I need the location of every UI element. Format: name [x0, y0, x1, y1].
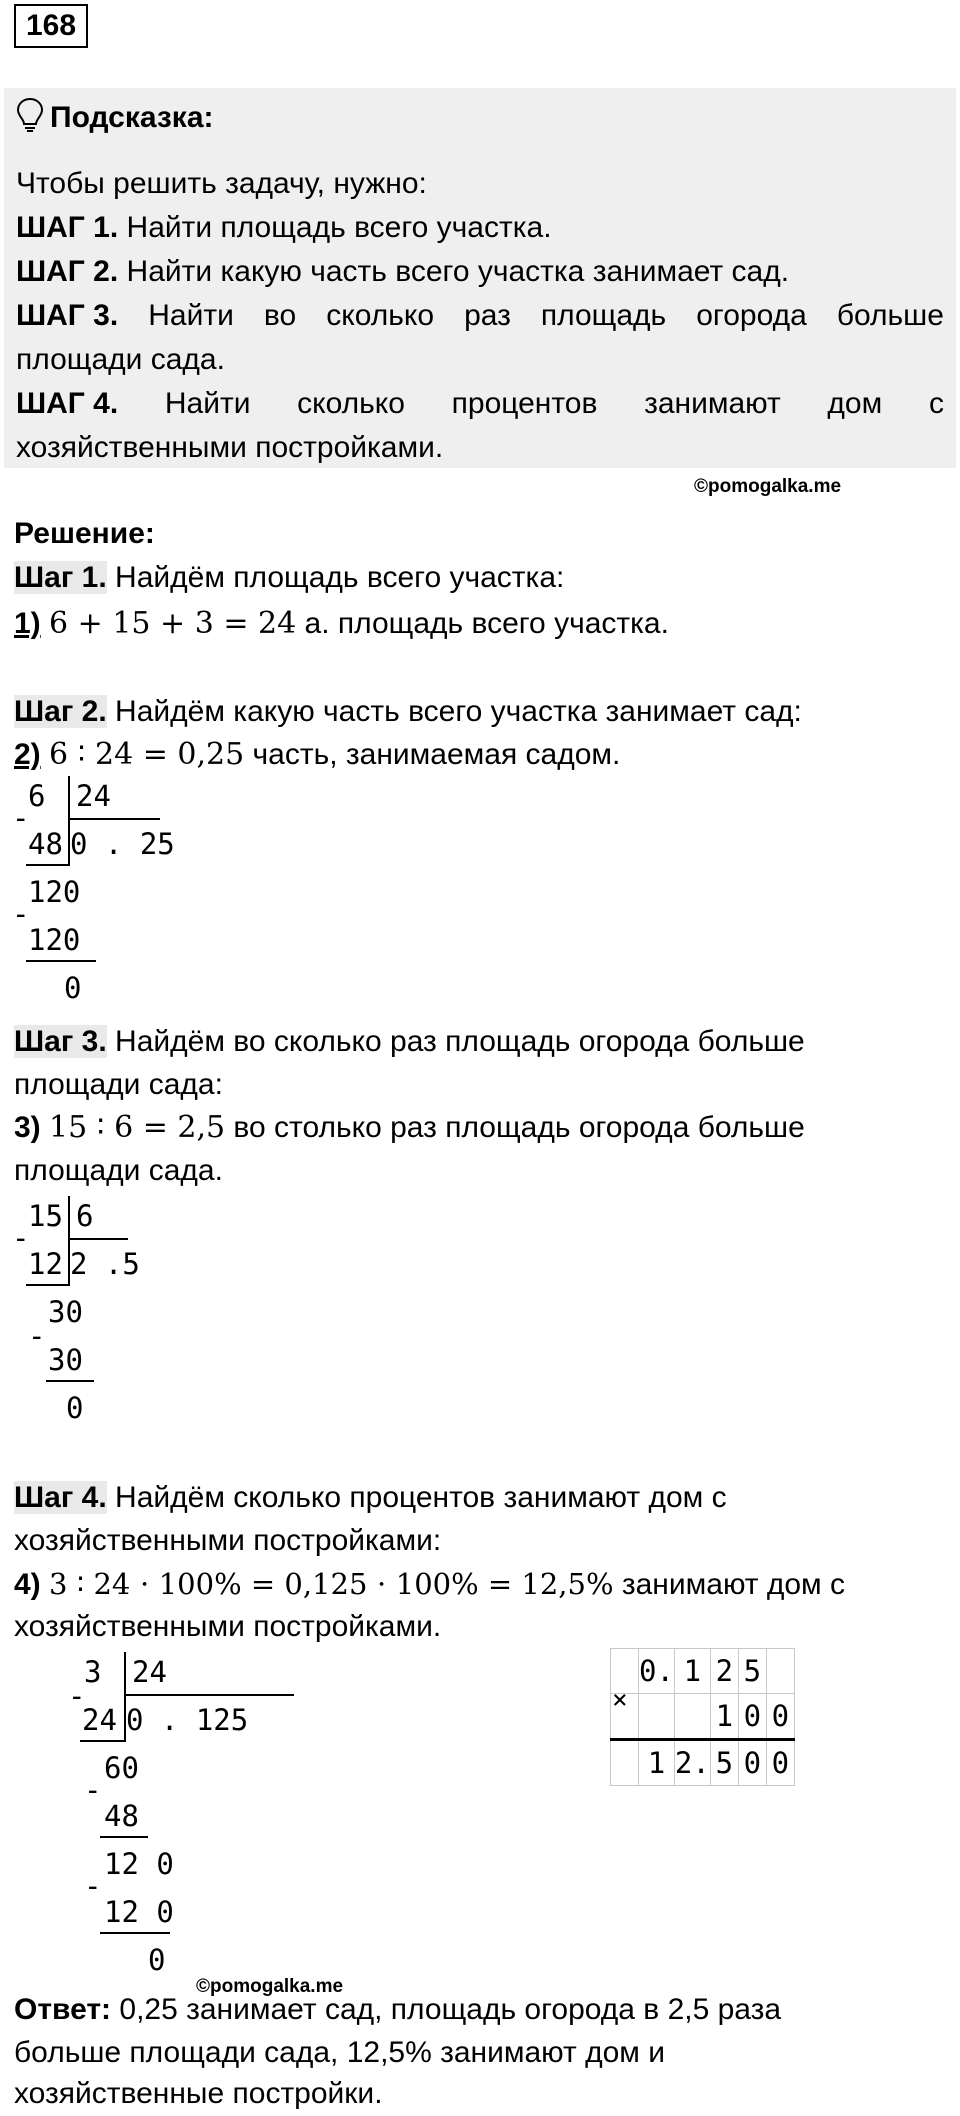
hint-word: процентов: [451, 387, 598, 420]
multiply-sign: ×: [612, 1685, 628, 1715]
step-2-heading: [14, 690, 802, 734]
hint-step-3-line2: площади сада.: [16, 343, 225, 376]
step-text: Найдём во сколько раз площадь огорода больше: [106, 1025, 805, 1058]
task-number: 168: [14, 4, 88, 48]
hint-word: во: [263, 299, 297, 332]
grid-cell: [639, 1694, 675, 1740]
quotient: 2 .5: [70, 1247, 140, 1281]
minus-sign: -: [68, 1679, 86, 1713]
hint-step-text: Найти площадь всего участка.: [126, 211, 552, 244]
dividend: 15: [28, 1199, 63, 1233]
step-text: Найдём площадь всего участка:: [106, 561, 565, 594]
hint-word: занимают: [644, 387, 781, 420]
grid-cell: 1: [639, 1740, 675, 1786]
math-expression: 6 + 15 + 3 = 24: [49, 606, 297, 641]
hint-step-1: [16, 206, 552, 250]
hint-step-2: [16, 250, 789, 294]
grid-cell: 0: [766, 1740, 794, 1786]
subtrahend: 12 0: [104, 1895, 174, 1929]
hint-word: огорода: [696, 299, 807, 332]
multiplication-grid: [610, 1648, 795, 1786]
remainder: 12 0: [104, 1847, 174, 1881]
watermark: ©pomogalka.me: [694, 476, 842, 497]
grid-row: [611, 1740, 795, 1786]
hint-step-label: ШАГ 3.: [16, 299, 119, 332]
subtrahend: 30: [48, 1343, 83, 1377]
minus-sign: -: [84, 1869, 102, 1903]
step-1-expression: [14, 602, 669, 646]
divisor: 24: [76, 779, 111, 813]
grid-cell: 1: [674, 1649, 710, 1694]
step-3-result-line2: площади сада.: [14, 1154, 223, 1187]
grid-cell: 5: [710, 1740, 738, 1786]
hint-word: Найти: [148, 299, 234, 332]
solution-title: Решение:: [14, 517, 155, 550]
grid-row: [611, 1649, 795, 1694]
step-result: а. площадь всего участка.: [296, 607, 669, 640]
long-division-2: [0, 1196, 200, 1436]
grid-cell: 0: [766, 1694, 794, 1740]
minus-sign: -: [28, 1319, 46, 1353]
hint-step-label: ШАГ 4.: [16, 387, 119, 420]
grid-cell: 0: [738, 1694, 766, 1740]
step-3-heading-line2: площади сада:: [14, 1068, 223, 1101]
step-3-heading: [14, 1020, 805, 1064]
hint-word: больше: [836, 299, 944, 332]
grid-cell: [611, 1740, 639, 1786]
divisor: 6: [76, 1199, 94, 1233]
hint-header: [16, 96, 214, 140]
hint-word: раз: [464, 299, 511, 332]
hint-word: сколько: [297, 387, 405, 420]
step-4-expression: [14, 1562, 845, 1607]
answer-text: 0,25 занимает сад, площадь огорода в 2,5 раза: [111, 1993, 782, 2026]
hint-intro: Чтобы решить задачу, нужно:: [16, 167, 427, 200]
math-expression: 15 ∶ 6 = 2,5: [49, 1110, 226, 1145]
step-number: 3): [14, 1111, 41, 1144]
hint-word: с: [928, 387, 944, 420]
long-division-3: [60, 1652, 260, 1982]
step-label: Шаг 2.: [14, 695, 107, 728]
grid-cell: 1: [710, 1694, 738, 1740]
quotient: 0 . 25: [70, 827, 175, 861]
hint-word: сколько: [326, 299, 435, 332]
minus-sign: -: [12, 897, 30, 931]
grid-cell: [674, 1694, 710, 1740]
minus-sign: -: [12, 1221, 30, 1255]
minus-sign: -: [12, 801, 30, 835]
lightbulb-icon: [16, 97, 44, 133]
dividend: 3: [84, 1655, 102, 1689]
hint-step-4-line2: хозяйственными постройками.: [16, 431, 444, 464]
minus-sign: -: [84, 1773, 102, 1807]
subtrahend: 24: [82, 1703, 117, 1737]
hint-step-text: Найти какую часть всего участка занимает сад.: [126, 255, 790, 288]
hint-step-label: ШАГ 2.: [16, 255, 119, 288]
step-text: Найдём какую часть всего участка занимает сад:: [106, 695, 802, 728]
answer-line2: больше площади сада, 12,5% занимают дом и: [14, 2036, 666, 2069]
hint-step-4-line1: [16, 382, 944, 426]
subtrahend: 12: [28, 1247, 63, 1281]
step-2-expression: [14, 733, 620, 777]
math-expression: 3 ∶ 24 ⋅ 100% = 0,125 ⋅ 100% = 12,5%: [49, 1567, 614, 1601]
answer-line3: хозяйственные постройки.: [14, 2077, 383, 2110]
remainder: 0: [66, 1391, 84, 1425]
step-number: 4): [14, 1568, 41, 1601]
step-3-expression: [14, 1106, 805, 1150]
step-number: 1): [14, 607, 41, 640]
step-4-result-line2: хозяйственными постройками.: [14, 1610, 442, 1643]
hint-word: дом: [827, 387, 883, 420]
step-result: занимают дом с: [613, 1568, 846, 1601]
grid-row: [611, 1694, 795, 1740]
step-label: Шаг 3.: [14, 1025, 107, 1058]
step-label: Шаг 1.: [14, 561, 107, 594]
step-4-heading-line2: хозяйственными постройками:: [14, 1524, 442, 1557]
hint-word: Найти: [164, 387, 251, 420]
hint-step-label: ШАГ 1.: [16, 211, 119, 244]
remainder: 120: [28, 875, 81, 909]
step-number: 2): [14, 738, 41, 771]
grid-cell: [611, 1694, 639, 1740]
step-result: во столько раз площадь огорода больше: [225, 1111, 805, 1144]
grid-cell: [766, 1649, 794, 1694]
step-label: Шаг 4.: [14, 1481, 107, 1514]
grid-cell: 0: [738, 1740, 766, 1786]
grid-cell: 5: [738, 1649, 766, 1694]
answer-label: Ответ:: [14, 1993, 112, 2026]
grid-cell: 2.: [674, 1740, 710, 1786]
grid-cell: 0.: [639, 1649, 675, 1694]
hint-word: площадь: [540, 299, 667, 332]
quotient: 0 . 125: [126, 1703, 249, 1737]
watermark-bottom: ©pomogalka.me: [196, 1976, 344, 1997]
hint-step-3-line1: [16, 294, 944, 338]
step-result: часть, занимаемая садом.: [244, 738, 621, 771]
subtrahend: 48: [104, 1799, 139, 1833]
dividend: 6: [28, 779, 46, 813]
remainder: 30: [48, 1295, 83, 1329]
answer-line1: [14, 1988, 781, 2032]
hint-title: Подсказка:: [50, 101, 214, 134]
subtrahend: 48: [28, 827, 63, 861]
remainder: 60: [104, 1751, 139, 1785]
grid-cell: 2: [710, 1649, 738, 1694]
math-expression: 6 ∶ 24 = 0,25: [49, 737, 245, 772]
long-division-1: [0, 776, 200, 1016]
remainder: 0: [64, 971, 82, 1005]
remainder: 0: [148, 1943, 166, 1977]
step-text: Найдём сколько процентов занимают дом с: [106, 1481, 727, 1514]
step-4-heading: [14, 1476, 727, 1520]
subtrahend: 120: [28, 923, 81, 957]
step-1-heading: [14, 556, 564, 600]
grid-cell: [611, 1649, 639, 1694]
divisor: 24: [132, 1655, 167, 1689]
